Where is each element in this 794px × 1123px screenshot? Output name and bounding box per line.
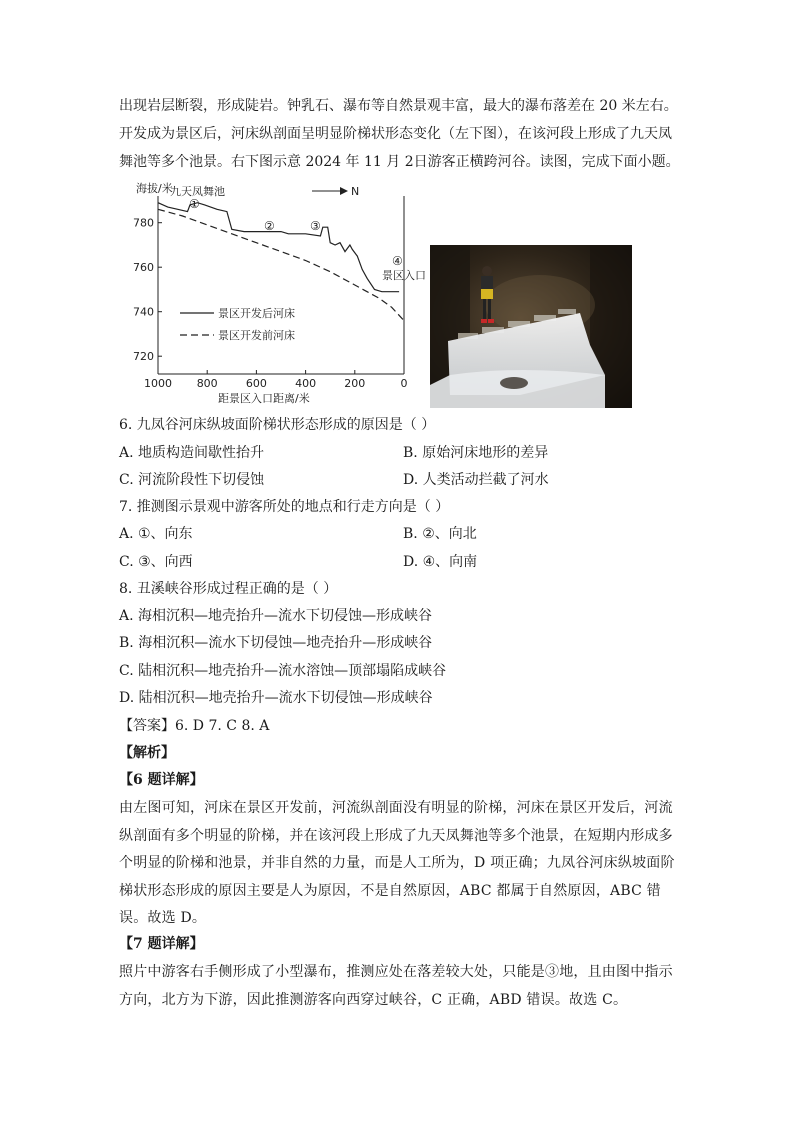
point-label-1: ①	[189, 197, 200, 211]
q7-option-c[interactable]: C. ③、向西	[119, 554, 193, 570]
q6-option-a[interactable]: A. 地质构造间歇性抬升	[119, 445, 265, 461]
waterfall-photo	[430, 245, 632, 408]
legend-before: 景区开发前河床	[218, 329, 295, 342]
x-tick-label: 400	[295, 377, 317, 390]
detail-6-title: 【6 题详解】	[119, 772, 204, 788]
q6-option-c[interactable]: C. 河流阶段性下切侵蚀	[119, 472, 265, 488]
intro-line-1: 出现岩层断裂，形成陡岩。钟乳石、瀑布等自然景观丰富，最大的瀑布落差在 20 米左右。	[119, 98, 678, 114]
q7-option-d[interactable]: D. ④、向南	[403, 554, 478, 570]
q7-option-a[interactable]: A. ①、向东	[119, 526, 193, 542]
intro-line-2: 开发成为景区后，河床纵剖面呈明显阶梯状形态变化（左下图），在该河段上形成了九天凤	[119, 126, 672, 142]
legend-after: 景区开发后河床	[218, 307, 295, 320]
answer-line: 【答案】6. D 7. C 8. A	[119, 718, 270, 734]
q6-option-b[interactable]: B. 原始河床地形的差异	[403, 445, 549, 461]
q8-stem: 8. 丑溪峡谷形成过程正确的是（ ）	[119, 581, 338, 597]
point-label-2: ②	[264, 219, 275, 233]
pool-label: 九天凤舞池	[170, 185, 225, 198]
river-profile-chart	[118, 178, 426, 406]
detail-7-text: 照片中游客右手侧形成了小型瀑布，推测应处在落差较大处，只能是③地，且由图中指示方向，北方为下游，因此推测游客向西穿过峡谷，C 正确，ABD 错误。故选 C。	[119, 964, 673, 1008]
q8-option-b[interactable]: B. 海相沉积—流水下切侵蚀—地壳抬升—形成峡谷	[119, 635, 433, 651]
y-axis-label: 海拔/米	[136, 182, 173, 195]
x-tick-label: 200	[344, 377, 366, 390]
q7-stem: 7. 推测图示景观中游客所处的地点和行走方向是（ ）	[119, 499, 450, 515]
q7-option-b[interactable]: B. ②、向北	[403, 526, 477, 542]
x-ticks	[144, 370, 408, 390]
waterfall-photo-illustration	[430, 245, 632, 408]
q6-option-d[interactable]: D. 人类活动拦截了河水	[403, 472, 549, 488]
y-tick-label: 720	[133, 350, 154, 364]
intro-line-3: 舞池等多个池景。右下图示意 2024 年 11 月 2日游客正横跨河谷。读图，完成下面小题。	[119, 154, 680, 170]
series-after-development	[158, 203, 399, 292]
detail-6-text: 由左图可知，河床在景区开发前，河流纵剖面没有明显的阶梯，河床在景区开发后，河流纵剖面有多个明显的阶梯，并在该河段上形成了九天凤舞池等多个池景，在短期内形成多个明显的阶梯和池景，并非自然的力量，而是人工所为，D 项正确；九凤谷河床纵坡面阶梯状形态形成的原因主要是人为原因，不是自然原因，ABC 都属于自然原因，ABC 错误。故选 D。	[119, 800, 675, 926]
north-arrow-head	[340, 187, 348, 195]
q6-stem: 6. 九凤谷河床纵坡面阶梯状形态形成的原因是（ ）	[119, 417, 436, 433]
x-tick-label: 0	[400, 377, 408, 390]
y-tick-label: 740	[133, 305, 154, 319]
q8-option-a[interactable]: A. 海相沉积—地壳抬升—流水下切侵蚀—形成峡谷	[119, 608, 433, 624]
q8-option-c[interactable]: C. 陆相沉积—地壳抬升—流水溶蚀—顶部塌陷成峡谷	[119, 663, 447, 679]
series-before-development	[158, 209, 404, 320]
x-axis-label: 距景区入口距离/米	[218, 392, 310, 405]
point-label-3: ③	[310, 219, 321, 233]
entrance-label: 景区入口	[382, 269, 426, 282]
detail-7-title: 【7 题详解】	[119, 936, 204, 952]
north-label: N	[351, 185, 360, 198]
y-tick-label: 780	[133, 216, 154, 230]
y-tick-label: 760	[133, 261, 154, 275]
point-label-4: ④	[392, 254, 403, 268]
x-tick-label: 1000	[144, 377, 172, 390]
x-tick-label: 800	[196, 377, 218, 390]
x-tick-label: 600	[245, 377, 267, 390]
analysis-title: 【解析】	[119, 745, 175, 761]
q8-option-d[interactable]: D. 陆相沉积—地壳抬升—流水下切侵蚀—形成峡谷	[119, 690, 433, 706]
